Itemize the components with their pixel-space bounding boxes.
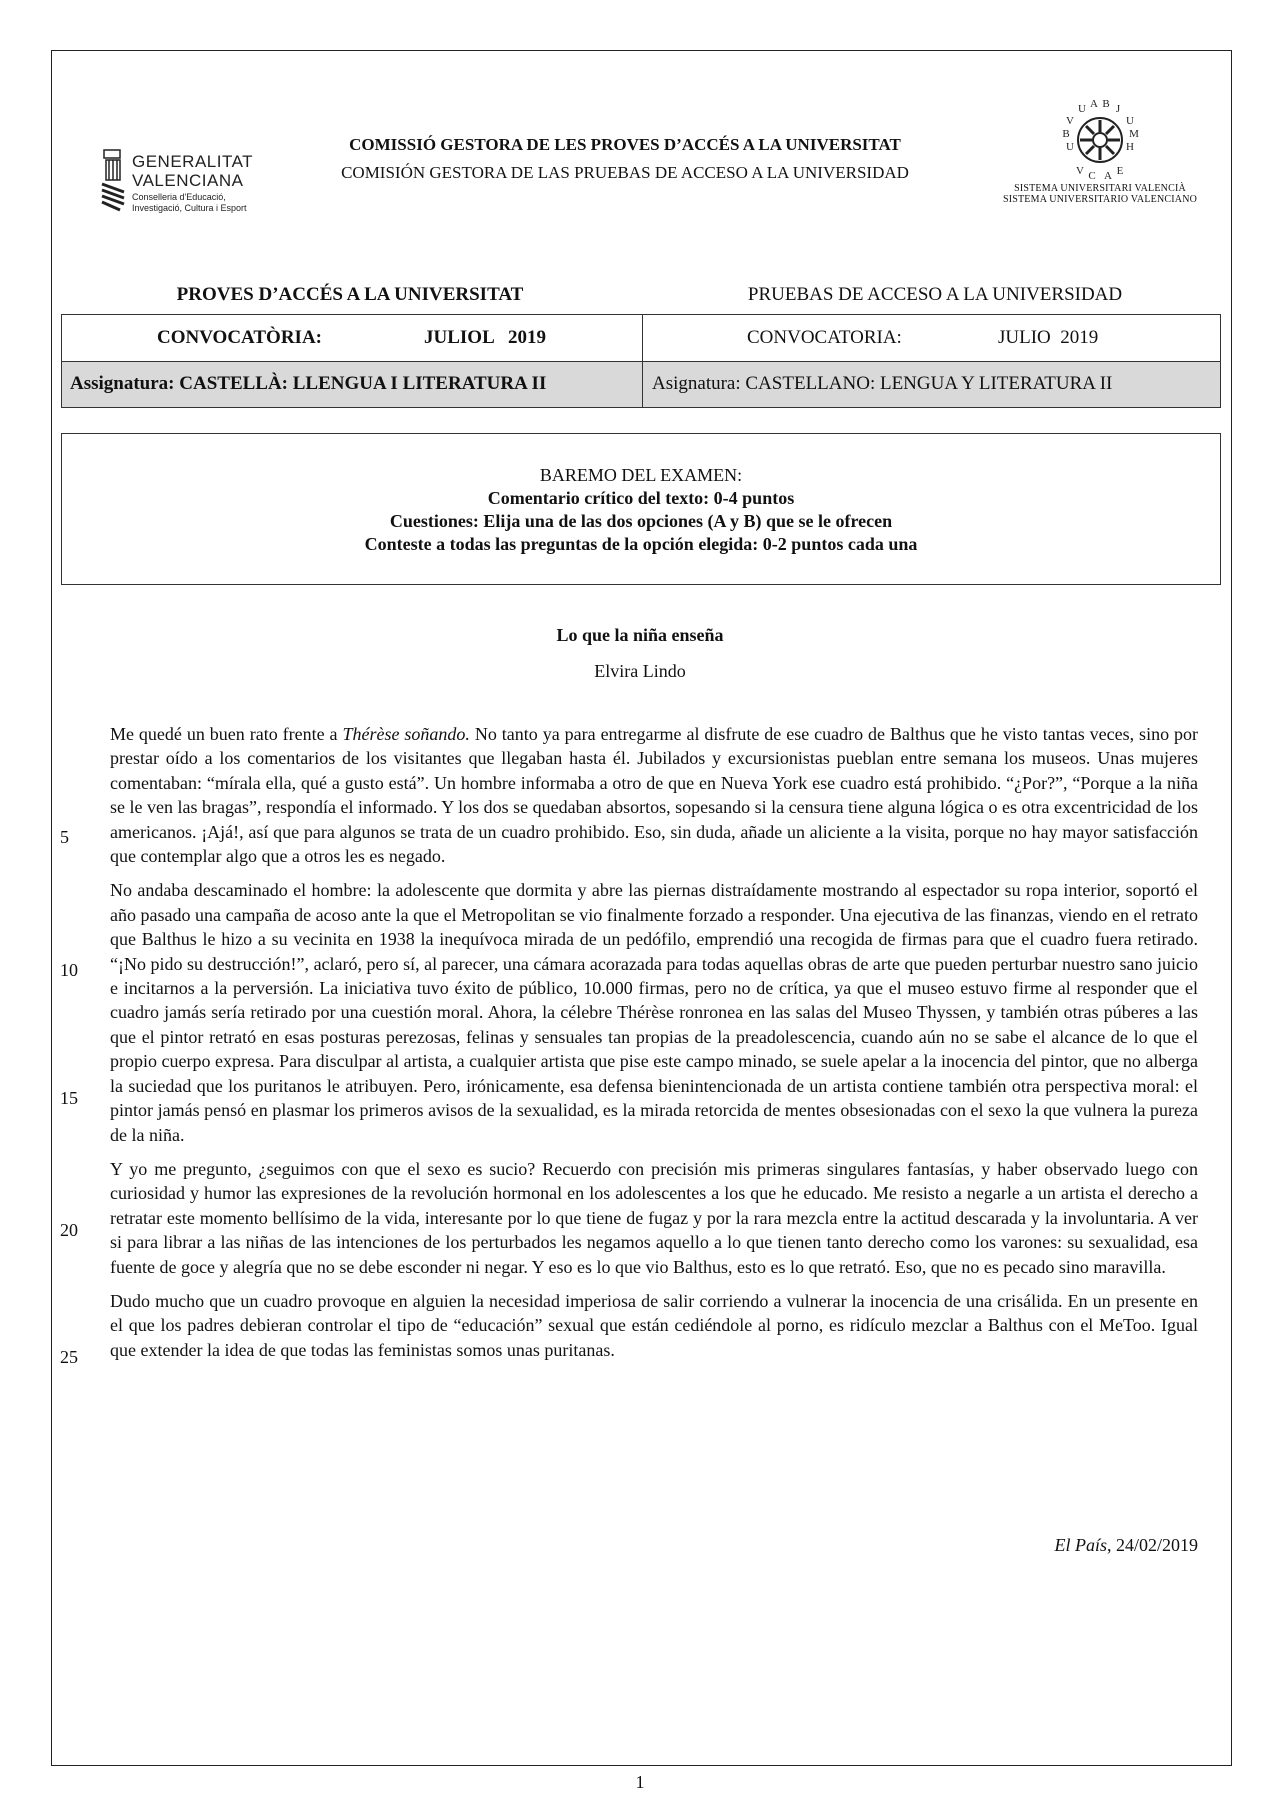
- svg-text:U: U: [1126, 115, 1134, 127]
- svg-text:M: M: [1129, 128, 1139, 140]
- article-paragraph-2: No andaba descaminado el hombre: la adolescente que dormita y abre las piernas distraídamente mostrando al espectador su ropa interior, soportó el año pasado una campaña de acoso ante la que el Metropolitan se vio finalmente forzado a responder. Una ejecutiva de las finanzas, viendo en el retrato que Balthus le hizo a su vecinita en 1938 la inequívoca mirada de un pedófilo, emprendió una recogida de firmas para que el cuadro fuera retirado. “¡No pido su destrucción!”, aclaró, pero sí, al parecer, una cámara acorazada para todas aquellas obras de arte que pueden perturbar nuestro sano juicio e incitarnos a la perversión. La iniciativa tuvo éxito de público, 10.000 firmas, pero no de crítica, ya que el museo estuvo firme al responder que el cuadro jamás sería retirado por una cuestión moral. Ahora, la célebre Thérèse ronronea en las salas del Museo Thyssen, y también otras púberes a las que el pintor retrató en esas posturas perezosas, felinas y sensuales tan propias de la preadolescencia, cuando aún no se sabe el alcance de lo que el propio cuerpo expresa. Para disculpar al artista, a cualquier artista que pise este campo minado, se suele apelar a la inocencia del pintor, que no alberga la suciedad que los puritanos le atribuyen. Pero, irónicamente, esa defensa bienintencionada de un artista contiene también otra perspectiva moral: el pintor jamás pensó en plasmar los primeros avisos de la sexualidad, es la mirada retorcida de mentes obsesionadas con el sexo la que vulnera la pureza de la niña.: [110, 880, 1198, 1145]
- line-number: 20: [60, 1220, 78, 1240]
- exam-info-table: [61, 314, 1221, 408]
- commission-title-es: COMISIÓN GESTORA DE LAS PRUEBAS DE ACCESO A LA UNIVERSIDAD: [341, 163, 909, 182]
- svg-text:A: A: [1104, 170, 1112, 182]
- grading-line-answers: Conteste a todas las preguntas de la opción elegida: 0-2 puntos cada una: [364, 534, 918, 554]
- exam-title-va: PROVES D’ACCÉS A LA UNIVERSITAT: [176, 284, 524, 305]
- svg-text:B: B: [1102, 98, 1110, 110]
- grading-title: BAREMO DEL EXAMEN:: [539, 465, 743, 485]
- line-number: 25: [60, 1347, 78, 1367]
- generalitat-name: GENERALITAT VALENCIANA: [132, 152, 254, 190]
- article-author: Elvira Lindo: [594, 661, 686, 681]
- suv-emblem-icon: [985, 95, 1215, 185]
- line-number: 15: [60, 1088, 78, 1108]
- generalitat-logo: [98, 148, 258, 228]
- convocatoria-label-es: CONVOCATORIA:: [747, 327, 902, 348]
- svg-text:C: C: [1088, 170, 1096, 182]
- painting-title: Thérèse soñando.: [342, 724, 470, 744]
- article-paragraph-4: Dudo mucho que un cuadro provoque en alguien la necesidad imperiosa de salir corriendo a vulnerar la inocencia de una crisálida. En un presente en el que los padres debieran controlar el tipo de “educación” sexual que están cediéndole al porno, es ridículo mezclar a Balthus con el MeToo. Igual que extender la idea de que todas las feministas somos unas puritanas.: [110, 1290, 1198, 1360]
- publication-date: , 24/02/2019: [1106, 1535, 1198, 1555]
- svg-text:V: V: [1076, 165, 1084, 177]
- suv-name-es: SISTEMA UNIVERSITARIO VALENCIANO: [1002, 194, 1198, 205]
- grading-box: [61, 433, 1221, 585]
- page-number: 1: [635, 1772, 645, 1792]
- svg-text:U: U: [1066, 141, 1074, 153]
- conselleria-name: Conselleria d'Educació, Investigació, Cultura i Esport: [132, 192, 247, 213]
- svg-text:A: A: [1090, 98, 1098, 110]
- svg-text:B: B: [1062, 128, 1070, 140]
- exam-title-es: PRUEBAS DE ACCESO A LA UNIVERSIDAD: [747, 284, 1123, 305]
- convocatoria-label-va: CONVOCATÒRIA:: [157, 327, 322, 348]
- grading-line-questions: Cuestiones: Elija una de las dos opciones (A y B) que se le ofrecen: [389, 511, 893, 531]
- svg-text:E: E: [1116, 165, 1124, 177]
- convocatoria-value-es: JULIO 2019: [998, 327, 1099, 348]
- subject-va: Assignatura: CASTELLÀ: LLENGUA I LITERATURA II: [70, 373, 547, 394]
- subject-es: Asignatura: CASTELLANO: LENGUA Y LITERATURA II: [652, 373, 1113, 394]
- commission-title: [270, 134, 980, 184]
- newspaper-name: El País: [1054, 1535, 1107, 1555]
- svg-text:V: V: [1066, 115, 1074, 127]
- article-title: Lo que la niña enseña: [556, 625, 724, 645]
- article-paragraph-3: Y yo me pregunto, ¿seguimos con que el sexo es sucio? Recuerdo con precisión mis primeras singulares fantasías, y haber observado luego con curiosidad y humor las expresiones de la revolución hormonal en los adolescentes a los que he educado. Me resisto a negarle a un artista el derecho a retratar este momento bellísimo de la vida, interesante por lo que tiene de fugaz y por la rara mezcla entre la actitud descarada y la involuntaria. A ver si para librar a las niñas de las intenciones de los perturbados les negamos aquello a lo que tienen tanto derecho como los varones: su sexualidad, esa fuente de goce y alegría que no se debe esconder ni negar. Y eso es lo que vio Balthus, esto es lo que retrató. Eso, que no es pecado sino maravilla.: [110, 1158, 1198, 1277]
- convocatoria-value-va: JULIOL 2019: [424, 327, 546, 348]
- svg-text:H: H: [1126, 141, 1134, 153]
- line-number: 5: [60, 827, 69, 847]
- svg-text:U: U: [1078, 103, 1086, 115]
- svg-text:J: J: [1115, 103, 1121, 115]
- suv-logo: [985, 95, 1215, 210]
- grading-line-comment: Comentario crítico del texto: 0-4 puntos: [487, 488, 795, 508]
- article-source: [800, 1535, 1198, 1556]
- article-body: [110, 722, 1198, 1372]
- suv-name-va: SISTEMA UNIVERSITARI VALENCIÀ: [1014, 183, 1186, 194]
- commission-title-va: COMISSIÓ GESTORA DE LES PROVES D’ACCÉS A LA UNIVERSITAT: [349, 135, 901, 154]
- generalitat-emblem-icon: [98, 148, 128, 214]
- line-number: 10: [60, 960, 78, 980]
- article-paragraph-1: Me quedé un buen rato frente a Thérèse soñando. No tanto ya para entregarme al disfrute de ese cuadro de Balthus que he visto tantas veces, sino por prestar oído a los comentarios de los visitantes que llegaban hasta él. Jubilados y excursionistas pueblan entre semana los museos. Unas mujeres comentaban: “mírala ella, qué a gusto está”. Un hombre informaba a otro de que en Nueva York ese cuadro está prohibido. “¿Por?”, “Porque a la niña se le ven las bragas”, respondía el informado. Y los dos se quedaban absortos, sopesando si la censura tiene alguna lógica o es otra excentricidad de los americanos. ¡Ajá!, así que para algunos se trata de un cuadro prohibido. Eso, sin duda, añade un aliciente a la visita, porque no hay mayor satisfacción que contemplar algo que a otros les es negado.: [110, 724, 1198, 867]
